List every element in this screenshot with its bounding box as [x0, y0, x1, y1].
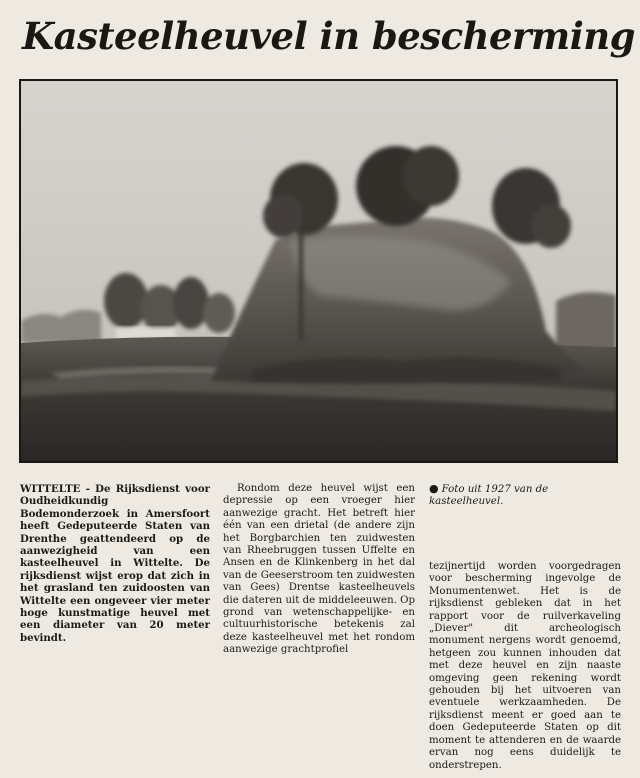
photo-caption: Foto uit 1927 van de kasteelheuvel. — [429, 484, 549, 508]
article-column-2 — [223, 483, 415, 657]
castle-mound-photo — [21, 81, 616, 461]
article-lead: WITTELTE - De Rijksdienst voor Oudheidkundig Bodemonderzoek in Amersfoort heeft Gedeputeerde Staten van Drenthe geattendeerd op de aanwezigheid van een kasteelheuvel in Wittelte. De rijksdienst wijst erop dat zich in het grasland ten zuidoosten van Wittelte een ongeveer vier meter hoge kunstmatige heuvel met een diameter van 20 meter bevindt. — [20, 483, 210, 644]
historic-photo — [19, 79, 618, 463]
article-column-3 — [429, 561, 621, 772]
article-body-part-2: tezijnertijd worden voorgedragen voor bescherming ingevolge de Monumentenwet. Het is de rijksdienst gebleken dat in het rapport voor de ruilverkaveling „Diever" dit archeologisch monument nergens wordt genoemd, hetgeen zou kunnen inhouden dat met deze heuvel en zijn naaste omgeving geen rekening wordt gehouden bij het uitvoeren van eventuele werkzaamheden. De rijksdienst meent er goed aan te doen Gedeputeerde Staten op dit moment te attenderen en de waarde ervan nog eens duidelijk te onderstrepen. — [429, 561, 621, 771]
article-body-part-1: Rondom deze heuvel wijst een depressie op een vroeger hier aanwezige gracht. Het betreft hier één van een drietal (de andere zijn het Borgbarchien ten zuidwesten van Rheebruggen tussen Uffelte en Ansen en de Klinkenberg in het dal van de Geeserstroom ten zuidwesten van Gees) Drentse kasteelheuvels die dateren uit de middeleeuwen. Op grond van wetenschappelijke- en cultuurhistorische betekenis zal deze kasteelheuvel met het rondom aanwezige grachtprofiel — [223, 483, 415, 656]
bullet-icon: ● — [429, 482, 439, 495]
photo-caption-block — [429, 483, 621, 509]
headline: Kasteelheuvel in bescherming — [22, 14, 636, 58]
article-column-1 — [20, 483, 210, 644]
photo-scene — [21, 81, 616, 461]
